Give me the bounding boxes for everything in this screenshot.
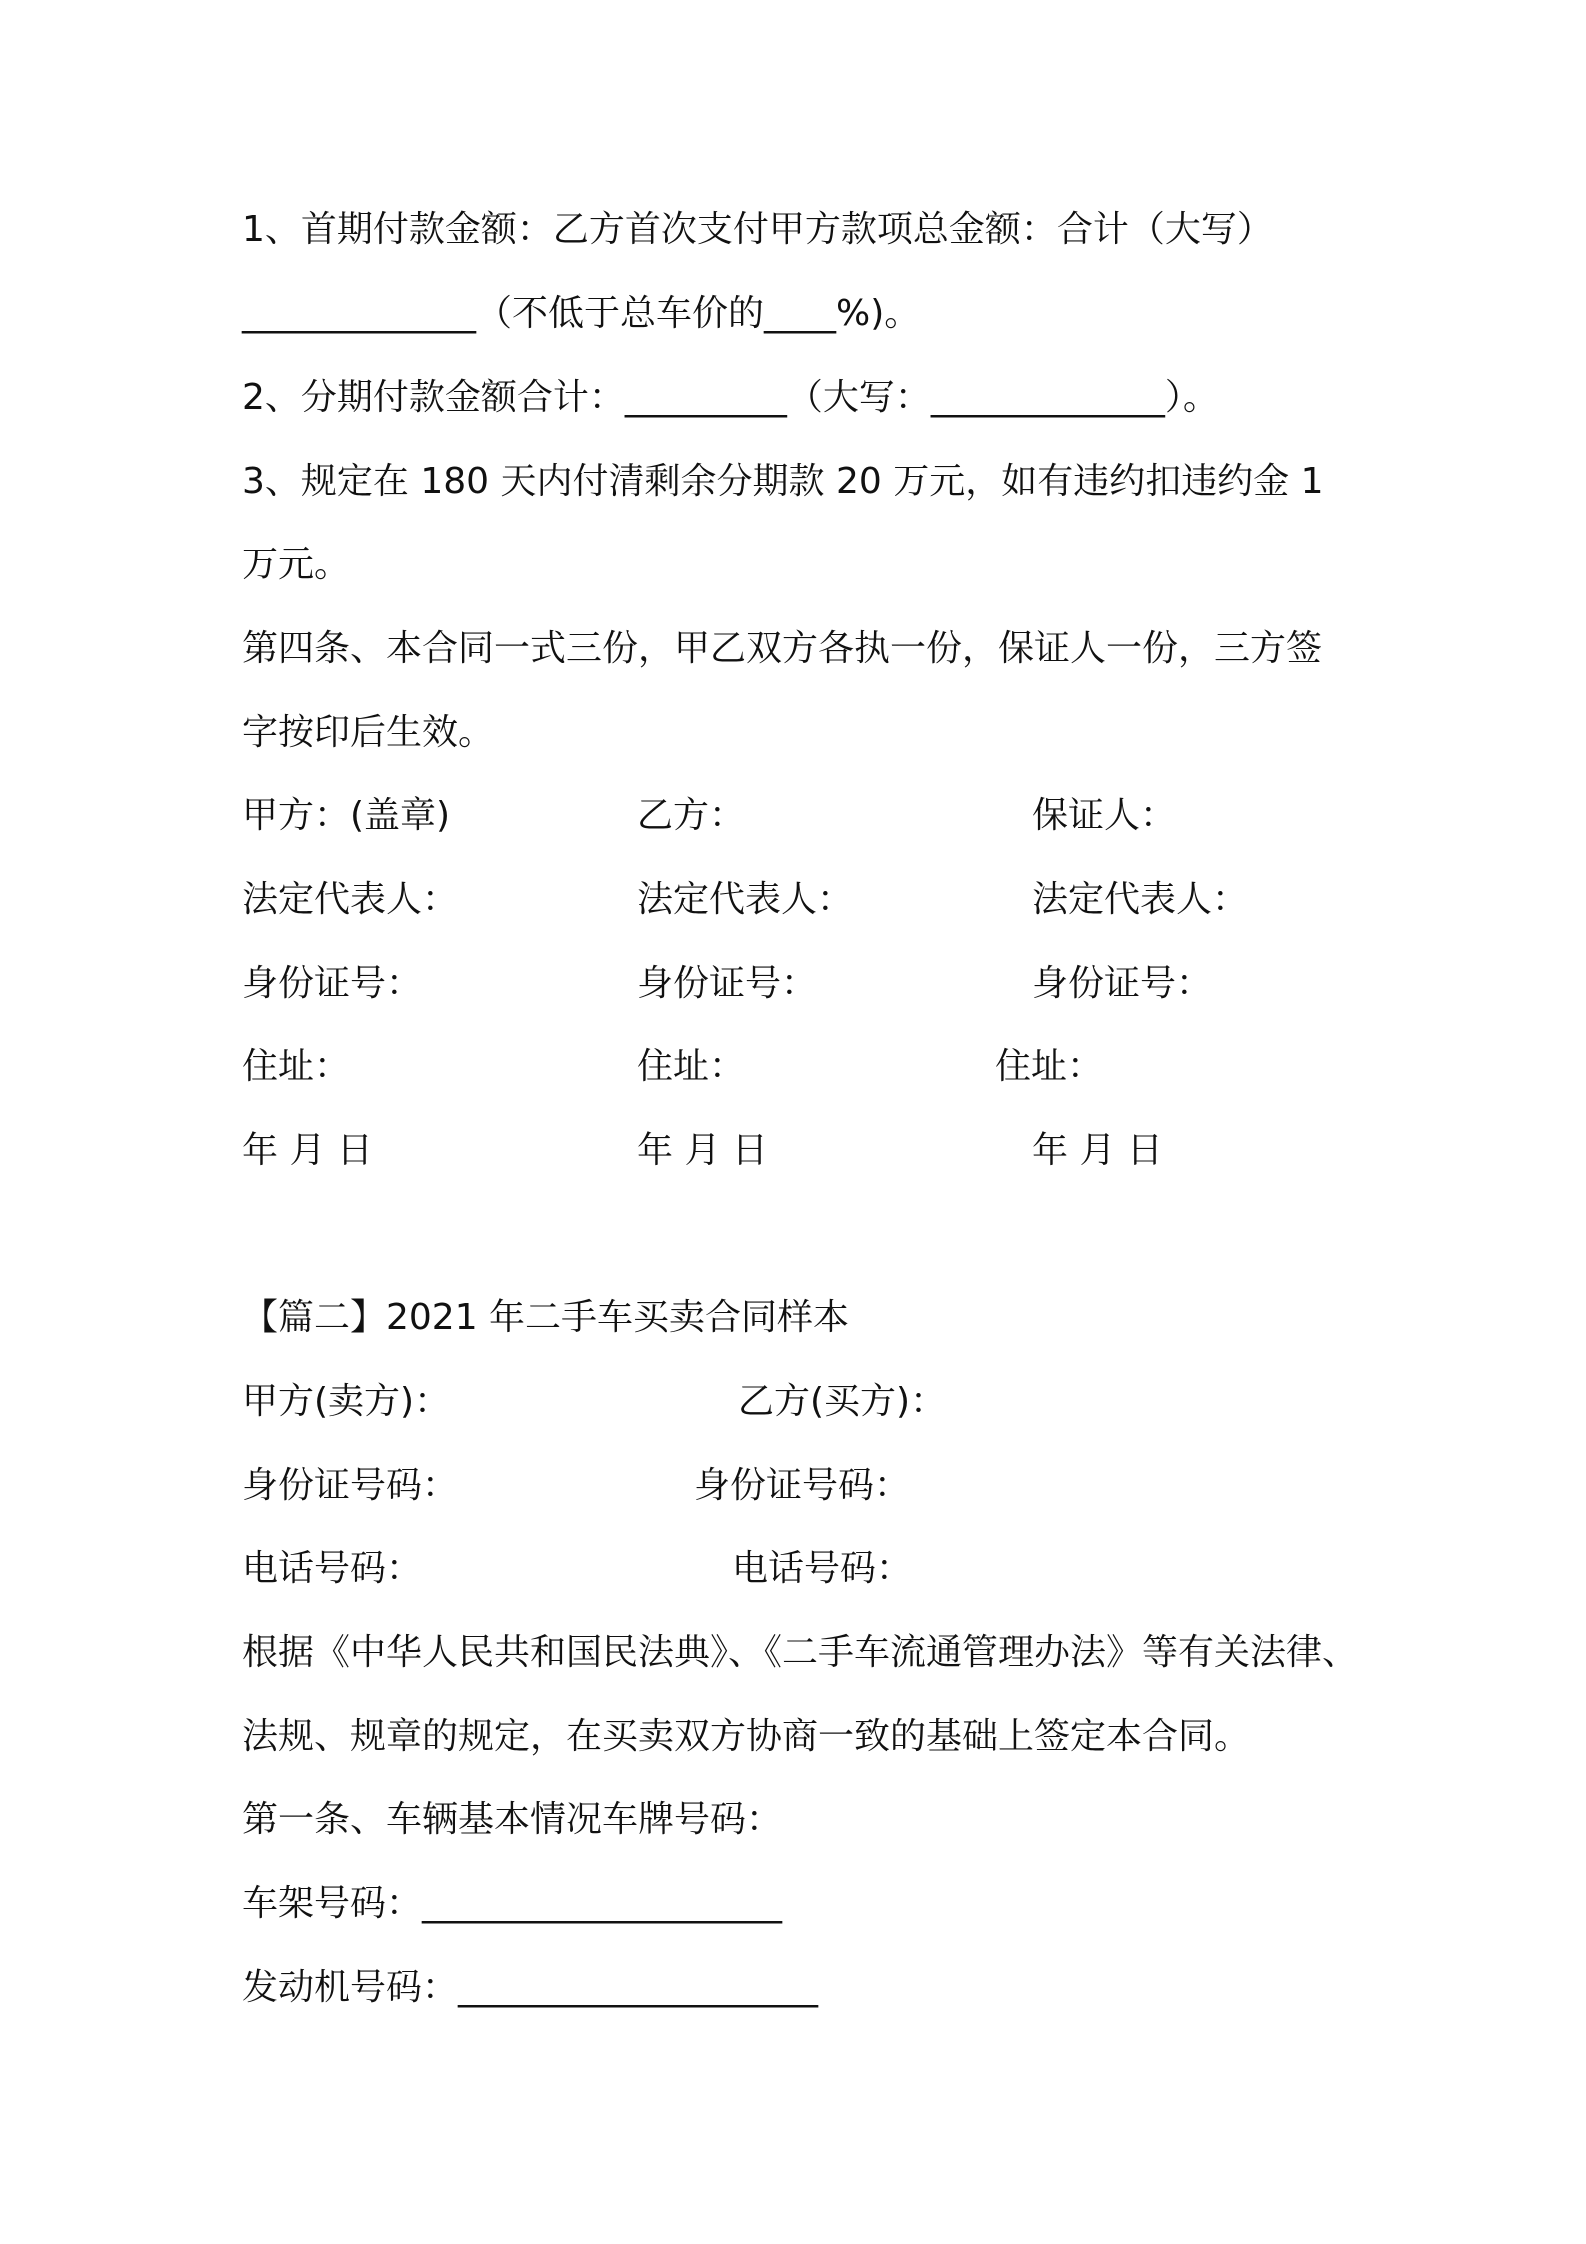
id-number-b-label: 身份证号： [637, 963, 818, 1004]
engine-number-field: 发动机号码：____________________ [242, 1967, 819, 2008]
address-a-label: 住址： [242, 1046, 351, 1087]
buyer-label: 乙方(买方)： [738, 1381, 947, 1422]
id-number-a-label: 身份证号： [242, 963, 423, 1004]
guarantor-label: 保证人： [1032, 795, 1177, 836]
legal-basis-line-1: 根据《中华人民共和国民法典》、《二手车流通管理办法》等有关法律、 [242, 1632, 1359, 1673]
buyer-id-label: 身份证号码： [694, 1465, 911, 1506]
payment-item-3-line-1: 3、规定在 180 天内付清剩余分期款 20 万元，如有违约扣违约金 1 [242, 461, 1324, 502]
legal-rep-g-label: 法定代表人： [1032, 879, 1249, 920]
id-number-g-label: 身份证号： [1032, 963, 1213, 1004]
seller-id-label: 身份证号码： [242, 1465, 459, 1506]
party-b-label: 乙方： [637, 795, 746, 836]
legal-rep-b-label: 法定代表人： [637, 879, 854, 920]
seller-phone-label: 电话号码： [242, 1548, 423, 1589]
legal-rep-a-label: 法定代表人： [242, 879, 459, 920]
article-4-line-2: 字按印后生效。 [242, 712, 495, 753]
date-g-label: 年 月 日 [1032, 1130, 1163, 1171]
vin-field: 车架号码：____________________ [242, 1883, 783, 1924]
article-1-plate-number: 第一条、车辆基本情况车牌号码： [242, 1799, 783, 1840]
legal-basis-line-2: 法规、规章的规定，在买卖双方协商一致的基础上签定本合同。 [242, 1716, 1251, 1757]
seller-label: 甲方(卖方)： [242, 1381, 451, 1422]
payment-item-3-line-2: 万元。 [242, 544, 351, 585]
date-a-label: 年 月 日 [242, 1130, 373, 1171]
address-g-label: 住址： [995, 1046, 1104, 1087]
payment-item-1-line-2: _____________（不低于总车价的____%)。 [242, 293, 921, 334]
buyer-phone-label: 电话号码： [732, 1548, 913, 1589]
party-a-seal-label: 甲方：(盖章) [242, 795, 451, 836]
date-b-label: 年 月 日 [637, 1130, 768, 1171]
payment-item-1-line-1: 1、首期付款金额：乙方首次支付甲方款项总金额：合计（大写） [242, 209, 1273, 250]
address-b-label: 住址： [637, 1046, 746, 1087]
payment-item-2: 2、分期付款金额合计：_________（大写：_____________）。 [242, 377, 1219, 418]
contract-2-title: 【篇二】2021 年二手车买卖合同样本 [242, 1297, 850, 1338]
article-4-line-1: 第四条、本合同一式三份，甲乙双方各执一份，保证人一份，三方签 [242, 628, 1323, 669]
